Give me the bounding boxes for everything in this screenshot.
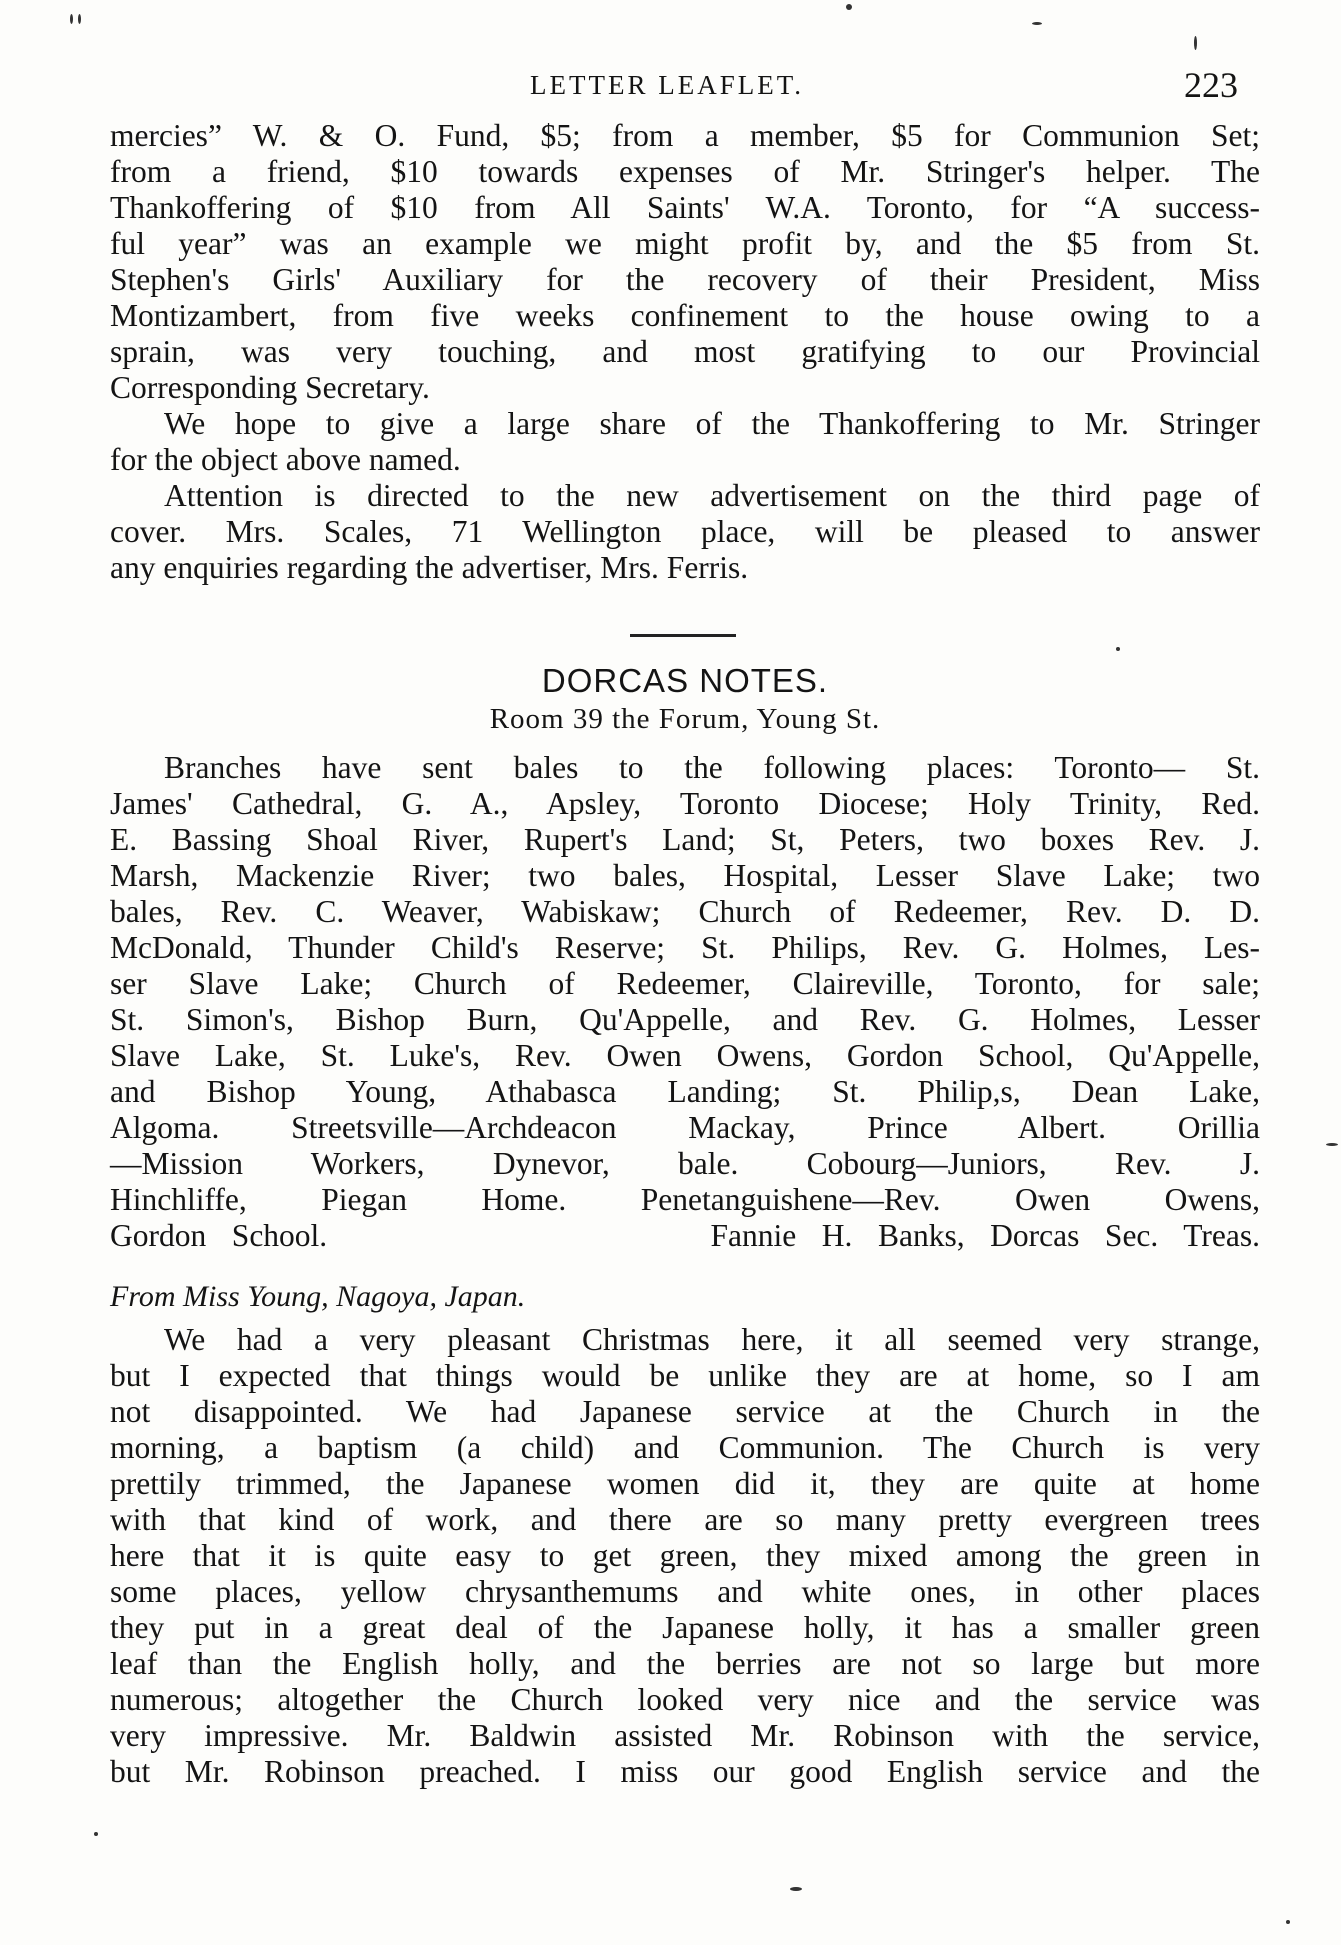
text-line: Hinchliffe, Piegan Home. Penetanguishene—Rev. Owen Owens, <box>110 1182 1260 1217</box>
text-line: —Mission Workers, Dynevor, bale. Cobourg—Juniors, Rev. J. <box>110 1146 1260 1181</box>
text-line: We hope to give a large share of the Thankoffering to Mr. Stringer <box>164 406 1260 441</box>
letter-byline: From Miss Young, Nagoya, Japan. <box>110 1280 526 1313</box>
text-line: and Bishop Young, Athabasca Landing; St. Philip,s, Dean Lake, <box>110 1074 1260 1109</box>
scan-speck <box>1032 22 1042 25</box>
scan-speck <box>846 4 852 10</box>
text-line: E. Bassing Shoal River, Rupert's Land; St, Peters, two boxes Rev. J. <box>110 822 1260 857</box>
text-line: Stephen's Girls' Auxiliary for the recovery of their President, Miss <box>110 262 1260 297</box>
text-line: some places, yellow chrysanthemums and white ones, in other places <box>110 1574 1260 1609</box>
page-header <box>110 65 1260 110</box>
text-line: Corresponding Secretary. <box>110 370 430 405</box>
scan-speck <box>70 14 73 24</box>
text-line: sprain, was very touching, and most gratifying to our Provincial <box>110 334 1260 369</box>
text-line: with that kind of work, and there are so many pretty evergreen trees <box>110 1502 1260 1537</box>
text-line: any enquiries regarding the advertiser, Mrs. Ferris. <box>110 550 749 585</box>
text-line: here that it is quite easy to get green, they mixed among the green in <box>110 1538 1260 1573</box>
text-line: very impressive. Mr. Baldwin assisted Mr. Robinson with the service, <box>110 1718 1260 1753</box>
section-heading: DORCAS NOTES. <box>541 662 829 699</box>
text-line: mercies” W. & O. Fund, $5; from a member, $5 for Communion Set; <box>110 118 1260 153</box>
text-line: cover. Mrs. Scales, 71 Wellington place, will be pleased to answer <box>110 514 1260 549</box>
text-line: Slave Lake, St. Luke's, Rev. Owen Owens, Gordon School, Qu'Appelle, <box>110 1038 1260 1073</box>
text-line: ful year” was an example we might profit by, and the $5 from St. <box>110 226 1260 261</box>
section-divider <box>630 634 736 637</box>
scan-speck <box>94 1832 98 1836</box>
page-number: 223 <box>1184 65 1238 105</box>
running-title: LETTER LEAFLET. <box>530 70 804 100</box>
text-line: but Mr. Robinson preached. I miss our good English service and the <box>110 1754 1260 1789</box>
text-line: they put in a great deal of the Japanese holly, it has a smaller green <box>110 1610 1260 1645</box>
text-line: Marsh, Mackenzie River; two bales, Hospital, Lesser Slave Lake; two <box>110 858 1260 893</box>
text-line: ser Slave Lake; Church of Redeemer, Claireville, Toronto, for sale; <box>110 966 1260 1001</box>
scan-speck <box>790 1887 802 1891</box>
opening-paragraphs <box>110 118 1260 586</box>
scan-speck <box>1326 1143 1338 1146</box>
letter-body <box>110 1322 1260 1790</box>
text-line: McDonald, Thunder Child's Reserve; St. Philips, Rev. G. Holmes, Les- <box>110 930 1260 965</box>
text-line: but I expected that things would be unlike they are at home, so I am <box>110 1358 1260 1393</box>
text-line: bales, Rev. C. Weaver, Wabiskaw; Church of Redeemer, Rev. D. D. <box>110 894 1260 929</box>
text-line: Algoma. Streetsville—Archdeacon Mackay, Prince Albert. Orillia <box>110 1110 1260 1145</box>
text-line: numerous; altogether the Church looked very nice and the service was <box>110 1682 1260 1717</box>
scan-speck <box>1116 647 1120 651</box>
text-line: leaf than the English holly, and the berries are not so large but more <box>110 1646 1260 1681</box>
section-subheading: Room 39 the Forum, Young St. <box>489 703 881 735</box>
scan-speck <box>78 14 81 24</box>
text-line: Branches have sent bales to the following places: Toronto— St. <box>164 750 1260 785</box>
text-line: not disappointed. We had Japanese service at the Church in the <box>110 1394 1260 1429</box>
scan-speck <box>1286 1920 1290 1924</box>
text-line: Thankoffering of $10 from All Saints' W.A. Toronto, for “A success- <box>110 190 1260 225</box>
text-line: St. Simon's, Bishop Burn, Qu'Appelle, and Rev. G. Holmes, Lesser <box>110 1002 1260 1037</box>
text-line: morning, a baptism (a child) and Communion. The Church is very <box>110 1430 1260 1465</box>
text-line: for the object above named. <box>110 442 461 477</box>
signature-line: Gordon School. Fannie H. Banks, Dorcas Sec. Treas. <box>110 1218 1260 1253</box>
scan-speck <box>1194 36 1197 50</box>
text-line: James' Cathedral, G. A., Apsley, Toronto Diocese; Holy Trinity, Red. <box>110 786 1260 821</box>
text-line: prettily trimmed, the Japanese women did it, they are quite at home <box>110 1466 1260 1501</box>
text-line: Montizambert, from five weeks confinement to the house owing to a <box>110 298 1260 333</box>
text-line: Attention is directed to the new advertisement on the third page of <box>164 478 1260 513</box>
text-line: We had a very pleasant Christmas here, it all seemed very strange, <box>164 1322 1260 1357</box>
dorcas-notes <box>110 750 1260 1254</box>
text-line: from a friend, $10 towards expenses of Mr. Stringer's helper. The <box>110 154 1260 189</box>
